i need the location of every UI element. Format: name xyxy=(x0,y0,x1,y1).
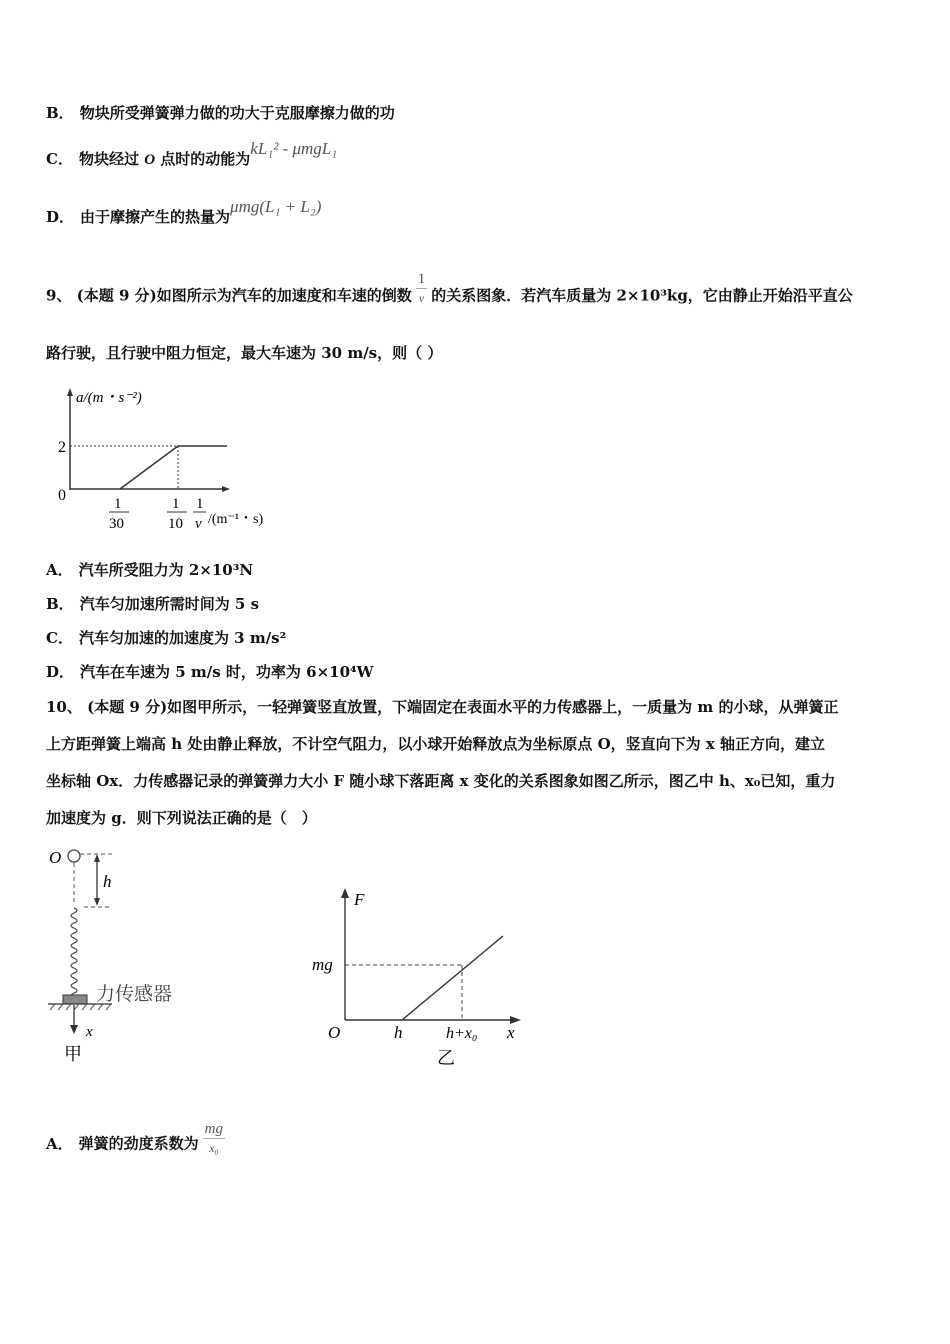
graph-line xyxy=(402,936,503,1020)
h-label: h xyxy=(103,872,112,891)
option-label: D． xyxy=(46,663,75,681)
option-text: 汽车在车速为 5 m/s 时，功率为 6×10⁴W xyxy=(80,663,374,681)
sensor-label: 力传感器 xyxy=(96,984,173,1005)
mg-label: mg xyxy=(312,955,333,974)
x-tick: 1 xyxy=(172,496,180,512)
y-arrow-icon xyxy=(67,388,73,396)
q10-option-a xyxy=(46,1121,229,1163)
origin-label: O xyxy=(328,1023,341,1042)
stem-text: 的关系图象．若汽车质量为 2×10³kg，它由静止开始沿平直公 xyxy=(431,286,853,305)
q8-option-b xyxy=(46,102,395,123)
x-label: /(m⁻¹・s) xyxy=(208,512,264,527)
denominator: v xyxy=(418,291,425,305)
x-label: v xyxy=(195,516,202,532)
y-label: a/(m・s⁻²) xyxy=(76,390,142,406)
origin: 0 xyxy=(58,487,66,504)
x-label: x xyxy=(507,1023,515,1042)
fraction xyxy=(416,270,428,307)
q8-option-c xyxy=(46,139,338,169)
force-sensor-icon xyxy=(63,995,87,1004)
option-text: 点时的动能为 xyxy=(160,150,251,168)
y-label: F xyxy=(354,890,365,909)
fraction xyxy=(203,1120,225,1157)
x-label: x xyxy=(86,1024,93,1040)
formula: μmg(L₁ + L₂) xyxy=(230,197,322,216)
option-text: 汽车匀加速所需时间为 5 s xyxy=(79,595,260,613)
formula: kL₁² - μmgL₁ xyxy=(250,139,338,158)
q9-option-a xyxy=(46,559,253,580)
option-label: C． xyxy=(46,150,73,168)
option-label: B． xyxy=(46,104,74,122)
option-label: A． xyxy=(46,1134,73,1153)
figure-yi xyxy=(300,880,540,1070)
figure-jia xyxy=(40,840,240,1070)
q9-option-d xyxy=(46,661,373,682)
x-label: 1 xyxy=(196,496,204,512)
figure-caption: 乙 xyxy=(437,1048,455,1068)
option-text: 弹簧的劲度系数为 xyxy=(78,1134,199,1153)
x-tick: 1 xyxy=(114,496,122,512)
option-text: 汽车匀加速的加速度为 3 m/s² xyxy=(78,629,287,647)
option-text: 物块经过 xyxy=(78,150,139,168)
option-text: 汽车所受阻力为 2×10³N xyxy=(78,561,254,579)
q10-stem-line: 坐标轴 Ox．力传感器记录的弹簧弹力大小 F 随小球下落距离 x 变化的关系图象如图乙所示，图乙中 h、x₀已知，重力 xyxy=(46,772,836,790)
stem-text: 9、 (本题 9 分)如图所示为汽车的加速度和车速的倒数 xyxy=(46,286,412,305)
option-label: B． xyxy=(46,595,74,613)
x-tick: 10 xyxy=(168,516,183,532)
numerator: mg xyxy=(204,1121,223,1137)
option-text: 物块所受弹簧弹力做的功大于克服摩擦力做的功 xyxy=(79,104,395,122)
option-label: D． xyxy=(46,208,75,226)
q9-stem-line2: 路行驶，且行驶中阻力恒定，最大车速为 30 m/s，则（ ） xyxy=(46,344,443,362)
x-arrow-icon xyxy=(222,486,230,492)
q10-stem-line: 加速度为 g．则下列说法正确的是（ ） xyxy=(46,809,317,827)
q10-stem-line: 10、 (本题 9 分)如图甲所示，一轻弹簧竖直放置，下端固定在表面水平的力传感器上，一质量为 m 的小球，从弹簧正 xyxy=(46,698,839,716)
option-text: 由于摩擦产生的热量为 xyxy=(80,208,231,226)
q8-option-d xyxy=(46,197,322,227)
origin-label: O xyxy=(49,848,62,867)
h-tick: h xyxy=(394,1023,403,1042)
y-tick: 2 xyxy=(58,439,66,456)
x-arrow-icon xyxy=(70,1025,78,1034)
graph-line xyxy=(120,446,227,489)
h-x0-tick: h+x₀ xyxy=(446,1025,478,1042)
point-o: O xyxy=(144,152,156,168)
ball-icon xyxy=(68,850,80,862)
q9-option-c xyxy=(46,627,286,648)
spring-icon xyxy=(71,908,77,1003)
q9-graph xyxy=(40,380,280,540)
option-label: C． xyxy=(46,629,73,647)
x-tick: 30 xyxy=(109,516,124,532)
figure-caption: 甲 xyxy=(64,1044,82,1064)
option-label: A． xyxy=(46,561,73,579)
numerator: 1 xyxy=(417,271,426,287)
q9-option-b xyxy=(46,593,259,614)
q9-stem-line1 xyxy=(46,271,853,315)
denominator: x₀ xyxy=(209,1141,219,1155)
q10-stem-line: 上方距弹簧上端高 h 处由静止释放，不计空气阻力，以小球开始释放点为坐标原点 O，竖直向下为 x 轴正方向，建立 xyxy=(46,735,826,753)
